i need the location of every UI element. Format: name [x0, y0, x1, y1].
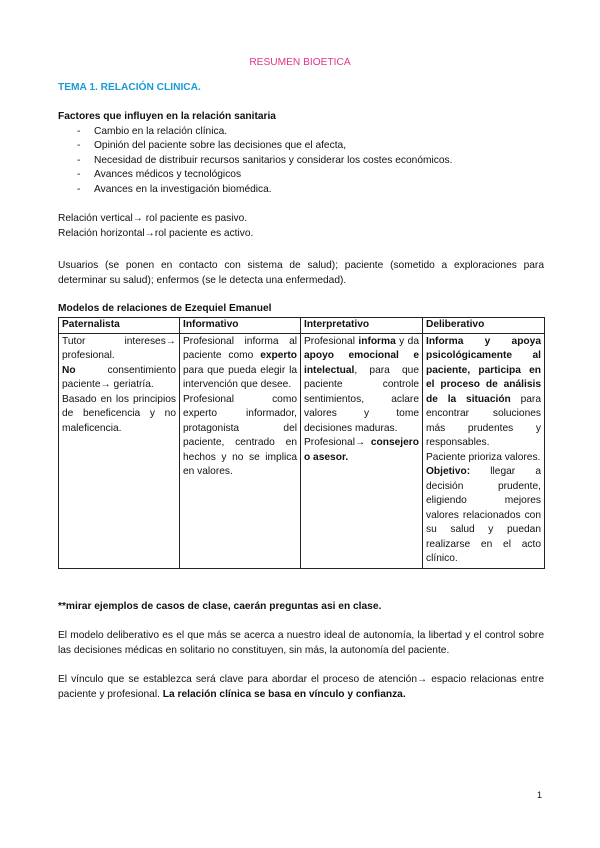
deliberative-paragraph: El modelo deliberativo es el que más se acerca a nuestro ideal de autonomía, la libertad y el control sobre las decisiones médicas en solitario no constituyen, sin más, la autonomía del paciente. — [58, 630, 544, 656]
interpretativo-p1-a: Profesional — [304, 335, 359, 347]
paternalista-principles: Basado en los principios de beneficencia y no maleficencia. — [62, 393, 176, 434]
interpretativo-consejero: consejero o asesor. — [304, 437, 419, 463]
table-header-row — [59, 318, 545, 334]
header-deliberativo: Deliberativo — [423, 318, 545, 334]
paternalista-consent — [62, 364, 176, 393]
list-item: - Avances médicos y tecnológicos — [58, 168, 544, 183]
deliberativo-p2: Paciente prioriza valores. — [426, 451, 541, 463]
relations-section — [58, 212, 544, 241]
cell-deliberativo — [423, 333, 545, 568]
interpretativo-p1 — [304, 335, 419, 437]
section-heading: TEMA 1. RELACIÓN CLINICA. — [58, 82, 201, 93]
interpretativo-apoyo: apoyo emocional e intelectual — [304, 350, 419, 376]
relation-vertical: Relación vertical→ rol paciente es pasivo. — [58, 213, 248, 224]
interpretativo-informa: informa — [358, 335, 396, 347]
interpretativo-p1-c: , para que paciente controle sentimientos, aclare valores y tome decisiones maduras. — [304, 364, 419, 434]
deliberativo-p1-rest: para encontrar soluciones más prudentes y responsables. — [426, 393, 541, 448]
informativo-p1-a: Profesional informa al paciente como — [183, 335, 297, 361]
models-table — [58, 317, 545, 569]
informativo-p2: Profesional como experto informador, protagonista del paciente, centrado en hechos y no se implica en valores. — [183, 393, 297, 477]
relation-horizontal: Relación horizontal→rol paciente es activo. — [58, 227, 254, 239]
paternalista-no: No — [62, 364, 76, 376]
deliberativo-p3 — [426, 465, 541, 567]
interpretativo-p2 — [304, 436, 419, 465]
interpretativo-p1-b: y da — [395, 335, 419, 347]
paternalista-consent-text: consentimiento paciente→ geriatría. — [62, 364, 176, 390]
cell-informativo — [180, 333, 301, 568]
informativo-experto: experto — [260, 350, 297, 361]
interpretativo-p2-a: Profesional→ — [304, 437, 371, 448]
header-interpretativo: Interpretativo — [301, 318, 423, 334]
deliberativo-p3-rest: llegar a decisión prudente, eligiendo mejores valores relacionados con su salud y puedan realizarse en el acto clínico. — [426, 466, 541, 564]
informativo-p1-b: para que pueda elegir la intervención que desee. — [183, 364, 297, 390]
page-number: 1 — [536, 790, 542, 800]
cell-interpretativo — [301, 333, 423, 568]
deliberativo-objetivo: Objetivo: — [426, 466, 471, 477]
paternalista-tutor: Tutor intereses→ profesional. — [62, 335, 176, 361]
header-paternalista: Paternalista — [59, 318, 180, 334]
deliberativo-p1 — [426, 335, 541, 451]
factors-heading: Factores que influyen en la relación sanitaria — [58, 111, 276, 122]
list-item: - Opinión del paciente sobre las decisiones que el afecta, — [58, 139, 544, 154]
models-caption: Modelos de relaciones de Ezequiel Emanuel — [58, 303, 272, 314]
list-item: - Avances en la investigación biomédica. — [58, 183, 544, 198]
users-paragraph: Usuarios (se ponen en contacto con sistema de salud); paciente (sometido a exploraciones para determinar su salud); enfermos (se le detecta una enfermedad). — [58, 260, 544, 286]
vinculo-paragraph — [58, 673, 544, 702]
deliberativo-p1-bold: Informa y apoya psicológicamente al paciente, participa en el proceso de análisis de la situación — [426, 335, 541, 405]
list-item: - Necesidad de distribuir recursos sanitarios y considerar los costes económicos. — [58, 154, 544, 169]
vinculo-text: El vínculo que se establezca será clave para abordar el proceso de atención→ espacio relacionas entre paciente y profesional. — [58, 674, 544, 700]
class-note: **mirar ejemplos de casos de clase, caerán preguntas asi en clase. — [58, 601, 382, 612]
cell-paternalista — [59, 333, 180, 568]
list-item: - Cambio en la relación clínica. — [58, 125, 544, 140]
vinculo-bold: La relación clínica se basa en vínculo y confianza. — [162, 688, 406, 700]
factors-section — [58, 110, 544, 197]
informativo-p1 — [183, 335, 297, 393]
table-row — [59, 333, 545, 568]
factors-list — [58, 125, 544, 198]
header-informativo: Informativo — [180, 318, 301, 334]
document-title: RESUMEN BIOETICA — [249, 57, 351, 68]
